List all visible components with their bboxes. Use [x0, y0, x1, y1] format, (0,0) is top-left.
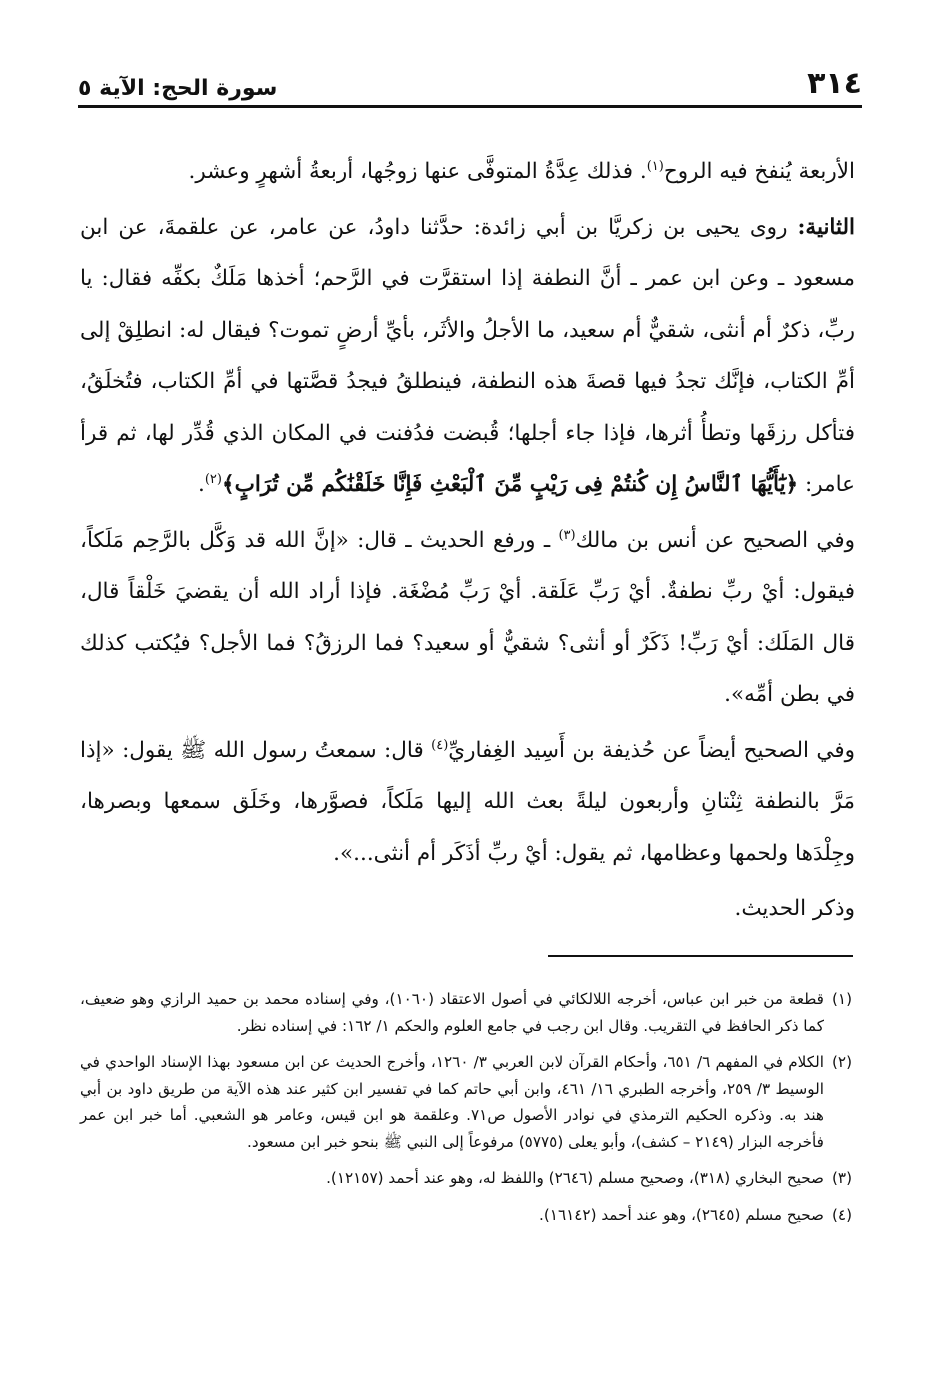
paragraph-2-label: الثانية:	[797, 214, 855, 240]
paragraph-2-text: روى يحيى بن زكريَّا بن أبي زائدة: حدَّثنا داودُ، عن عامر، عن علقمةَ، عن ابن مسعود ـ وعن ابن عمر ـ أنَّ النطفة إذا استقرَّت في الرَّحم؛ أخذها مَلَكٌ بكفِّه فقال: يا ربِّ، ذكرٌ أم أنثى، شقيٌّ أم سعيد، ما الأجلُ والأثَر، بأيِّ أرضٍ تموت؟ فيقال له: انطلِقْ إلى أمِّ الكتاب، فإنَّك تجدُ فيها قصةَ هذه النطفة، فينطلقُ فيجدُ قصَّتها في أمِّ الكتاب، فتُخلَقُ، فتأكل رزقَها وتطأُ أثرها، فإذا جاء أجلها؛ قُبضت فدُفنت في المكان الذي قُدِّر لها، ثم قرأ عامر:	[80, 214, 855, 497]
footnote-number: (١)	[831, 990, 852, 1008]
paragraph-4-start: وفي الصحيح أيضاً عن حُذيفة بن أَسِيد الغِفاريِّ	[448, 737, 855, 763]
footnote-text: قطعة من خبر ابن عباس، أخرجه اللالكائي في أصول الاعتقاد (١٠٦٠)، وفي إسناده محمد بن حميد الرازي وهو ضعيف، كما ذكر الحافظ في التقريب. وقال ابن رجب في جامع العلوم والحكم ١/ ١٦٢: في إسناده نظر.	[80, 990, 824, 1035]
footnote-2	[80, 1049, 852, 1155]
footnote-ref-2: (٢)	[204, 471, 222, 487]
paragraph-1-rest: . فذلك عِدَّةُ المتوفَّى عنها زوجُها، أربعةُ أشهرٍ وعشر.	[188, 159, 647, 184]
paragraph-2-end: .	[198, 472, 205, 497]
paragraph-1-text: الأربعة يُنفخ فيه الروح	[663, 159, 855, 184]
footnote-4	[80, 1202, 852, 1229]
page-number: ٣١٤	[807, 66, 862, 101]
paragraph-3	[80, 515, 855, 721]
paragraph-5: وذكر الحديث.	[734, 896, 855, 921]
footnote-ref-3: (٣)	[558, 527, 576, 543]
footnote-1	[80, 986, 852, 1039]
paragraph-2	[80, 202, 855, 511]
footnote-text: صحيح البخاري (٣١٨)، وصحيح مسلم (٢٦٤٦) واللفظ له، وهو عند أحمد (١٢١٥٧).	[326, 1169, 824, 1187]
running-title: سورة الحج: الآية ٥	[78, 76, 278, 101]
footnote-ref-4: (٤)	[431, 737, 449, 753]
paragraph-4-text: قال: سمعتُ رسول الله ﷺ يقول: «إذا مَرَّ بالنطفة ثِنْتانِ وأربعون ليلةً بعث الله إليها مَلَكاً، فصوَّرها، وخَلَق سمعها وبصرها، وجِلْدَها ولحمها وعظامها، ثم يقول: أيْ ربِّ أذَكَر أم أنثى...».	[80, 737, 855, 866]
footnote-text: صحيح مسلم (٢٦٤٥)، وهو عند أحمد (١٦١٤٢).	[539, 1205, 824, 1224]
footnote-number: (٢)	[831, 1053, 852, 1071]
footnote-3	[80, 1165, 852, 1192]
paragraph-3-start: وفي الصحيح عن أنس بن مالك	[575, 527, 855, 553]
main-text	[80, 146, 855, 935]
paragraph-3-text: ـ ورفع الحديث ـ قال: «إنَّ الله قد وَكَّل بالرَّحِم مَلَكاً، فيقول: أيْ ربِّ نطفةٌ. أيْ رَبِّ عَلَقة. أيْ رَبِّ مُضْغَة. فإذا أراد الله أن يقضيَ خَلْقاً قال، قال المَلَك: أيْ رَبِّ! ذَكَرٌ أو أنثى؟ شقيٌّ أو سعيد؟ فما الرزقُ؟ فما الأجل؟ فيُكتب كذلك في بطن أمِّه».	[80, 527, 855, 707]
footnote-ref-1: (١)	[646, 158, 664, 174]
footnotes	[80, 986, 852, 1238]
paragraph-4	[80, 725, 855, 880]
footnote-number: (٤)	[831, 1205, 852, 1224]
paragraph-1	[80, 146, 855, 198]
footnote-text: الكلام في المفهم ٦/ ٦٥١، وأحكام القرآن لابن العربي ٣/ ١٢٦٠، وأخرج الحديث عن ابن مسعود بهذا الإسناد الواحدي في الوسيط ٣/ ٢٥٩، وأخرجه الطبري ١٦/ ٤٦١، وابن أبي حاتم كما في تفسير ابن كثير عند هذه الآية من طريق داود بن أبي هند به. وذكره الحكيم الترمذي في نوادر الأصول ص٧١. وعلقمة هو ابن قيس، وعامر هو الشعبي. أما خبر ابن عمر فأخرجه البزار (٢١٤٩ – كشف)، وأبو يعلى (٥٧٧٥) مرفوعاً إلى النبي ﷺ بنحو خبر ابن مسعود.	[80, 1053, 824, 1151]
page-header	[78, 68, 862, 108]
quran-verse: ﴿يَٰٓأَيُّهَا ٱلنَّاسُ إِن كُنتُمْ فِى رَيْبٍ مِّنَ ٱلْبَعْثِ فَإِنَّا خَلَقْنَٰكُم مِّن تُرَابٍ﴾	[221, 472, 799, 497]
footnote-divider	[548, 955, 853, 957]
footnote-number: (٣)	[831, 1169, 852, 1187]
